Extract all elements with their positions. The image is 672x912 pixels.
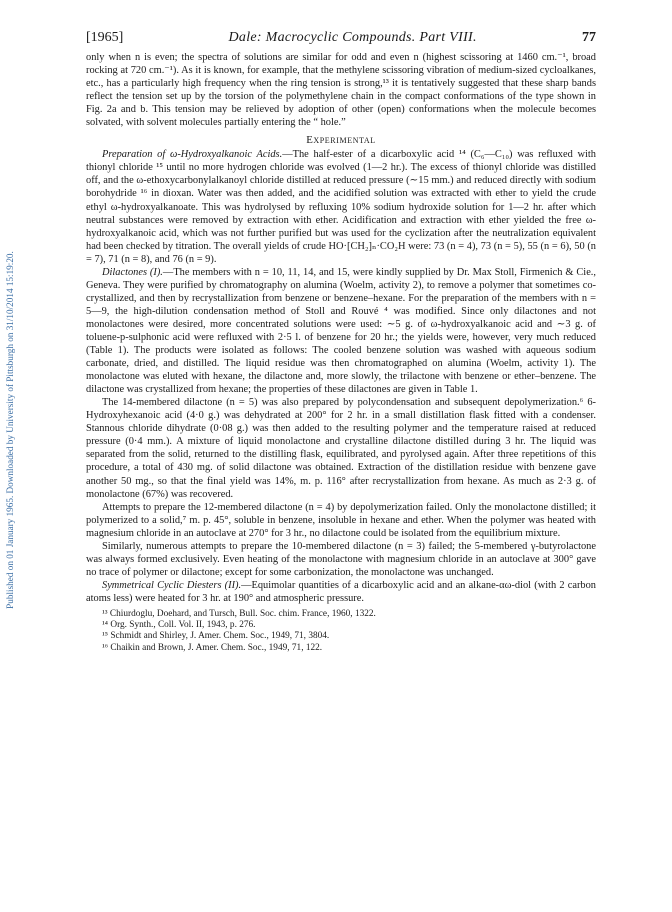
page-number: 77: [581, 30, 596, 45]
intro-paragraph: only when n is even; the spectra of solutions are similar for odd and even n (highest scissoring at 1460 cm.⁻¹, broad rocking at 720 cm.⁻¹). As it is known, for example, that the methylene scissoring vibration of medium-sized cycloalkanes, etc., has a particularly high frequency when the ring tension is strong,¹³ it is tentatively suggested that these sharp bands reflect the tension set up by the torsion of the polymethylene chain in the compact conformations of the type shown in Fig. 2a and b. This tension may be relieved by adoption of other (open) conformations when the molecule becomes solvated, with solvent molecules partially entering the “ hole.”: [86, 52, 596, 129]
section-heading-experimental: Experimental: [306, 134, 376, 147]
download-watermark-text: Published on 01 January 1965. Downloaded by University of Pittsburgh on 31/10/2014 15:19:20.: [5, 251, 15, 609]
paragraph-14-membered: [86, 396, 596, 500]
footnotes: [86, 609, 596, 654]
article-body: [86, 51, 596, 654]
paragraph-text: —The half-ester of a dicarboxylic acid ¹⁴ (C₆—C₁₀) was refluxed with thionyl chloride ¹⁵ until no more hydrogen chloride was evolved (1—2 hr.). The excess of thionyl chloride was distilled off, and the ω-ethoxycarbonylalkanoyl chloride distilled at reduced pressure (∼15 mm.) and reduced directly with sodium borohydride ¹⁶ in dioxan. Water was then added, and the acidified solution was extracted with ether to yield the crude ethyl ω-hydroxyalkanoate. This was hydrolysed by refluxing 10% sodium hydroxide solution for 1—2 hr. after which neutral substances were removed by extraction with ether. Acidification and extraction with ether yielded the free ω-hydroxyalkanoic acid, which was not further purified but was used for the cyclization after the neutralization equivalent had been checked by titration. The overall yields of crude HO·[CH₂]ₙ·CO₂H were: 73 (n = 4), 73 (n = 5), 55 (n = 6), 50 (n = 7), 71 (n = 8), and 76 (n = 9).: [86, 149, 596, 265]
paragraph-cyclic-diesters: [86, 579, 596, 605]
paragraph-text: —Equimolar quantities of a dicarboxylic acid and an alkane-αω-diol (with 2 carbon atoms less) were heated for 3 hr. at 190° and atmospheric pressure.: [86, 579, 597, 604]
paragraph-preparation: [86, 148, 596, 265]
paragraph-text: Similarly, numerous attempts to prepare the 10-membered dilactone (n = 3) failed; the 5-membered γ-butyrolactone was always formed exclusively. Even heating of the monolactone with magnesium chloride in an autoclave at 300° gave no trace of polymer or dilactone; except for some carbonization, the monolactone was unchanged.: [86, 540, 596, 578]
footnote: ¹³ Chiurdoglu, Doehard, and Tursch, Bull. Soc. chim. France, 1960, 1322.: [102, 608, 376, 619]
page-header: [86, 30, 596, 46]
runin-heading: Preparation of ω-Hydroxyalkanoic Acids.: [102, 149, 283, 161]
runin-heading: Symmetrical Cyclic Diesters (II).: [102, 579, 242, 591]
footnote: ¹⁴ Org. Synth., Coll. Vol. II, 1943, p. 276.: [102, 620, 256, 631]
paragraph-text: The 14-membered dilactone (n = 5) was also prepared by polycondensation and subsequent depolymerization.⁶ 6-Hydroxyhexanoic acid (4·0 g.) was dehydrated at 200° for 2 hr. in a small distillation flask fitted with a condenser. Stannous chloride dihydrate (0·08 g.) was then added to the resulting polymer and the temperature raised at reduced pressure (0·4 mm.). A mixture of liquid monolactone and crystalline dilactone distilled during 3 hr. The liquid was separated from the solid, returned to the distilling flask, equilibrated, and pyrolysed again. After three repetitions of this procedure, a total of 430 mg. of solid dilactone was obtained. Extraction of the distillation residue with benzene gave another 50 mg., so that the final yield was 14%, m. p. 116° after recrystallization from hexane. As much as 2·3 g. of monolactone (67%) was recovered.: [86, 397, 596, 500]
footnote: ¹⁵ Schmidt and Shirley, J. Amer. Chem. Soc., 1949, 71, 3804.: [102, 631, 330, 642]
paragraph-10-membered: [86, 540, 596, 579]
download-watermark: [2, 150, 18, 710]
runin-heading: Dilactones (I).: [102, 266, 163, 278]
paragraph-text: —The members with n = 10, 11, 14, and 15, were kindly supplied by Dr. Max Stoll, Firmenich & Cie., Geneva. They were purified by chromatography on alumina (Woelm, activity 2), to remove a polymer that sometimes co-crystallized, and then by recrystallization from benzene or benzene–hexane. For the preparation of the members with n = 5—9, the high-dilution condensation method of Stoll and Rouvé ⁴ was modified. Since only dilactones and not monolactones were desired, more concentrated solutions were used: ∼5 g. of ω-hydroxyalkanoic acid and ∼3 g. of toluene-p-sulphonic acid were refluxed with 2·5 l. of benzene for 20 hr.; the yields were, however, very much reduced (Table 1). The products were isolated as follows: The cooled benzene solution was washed with aqueous sodium carbonate, dried, and distilled. The liquid residue was then chromatographed on alumina (Woelm, activity 1). The monolactone was eluted with hexane, the dilactone and, more slowly, the trilactone with benzene or ether–benzene. The dilactone was crystallized from hexane; the properties of these dilactones are given in Table 1.: [86, 266, 596, 396]
journal-year: [1965]: [86, 30, 124, 45]
footnote: ¹⁶ Chaikin and Brown, J. Amer. Chem. Soc., 1949, 71, 122.: [102, 642, 323, 653]
paragraph-text: Attempts to prepare the 12-membered dilactone (n = 4) by depolymerization failed. Only the monolactone distilled; it polymerized to a solid,⁷ m. p. 45°, soluble in benzene, insoluble in hexane and ether. When the polymer was heated with magnesium chloride in an autoclave at 270° for 3 hr., no dilactone could be isolated from the equilibrium mixture.: [86, 501, 596, 539]
running-title: Dale: Macrocyclic Compounds. Part VIII.: [228, 30, 477, 45]
paragraph-dilactones: [86, 266, 596, 396]
paragraph-12-membered: [86, 501, 596, 540]
